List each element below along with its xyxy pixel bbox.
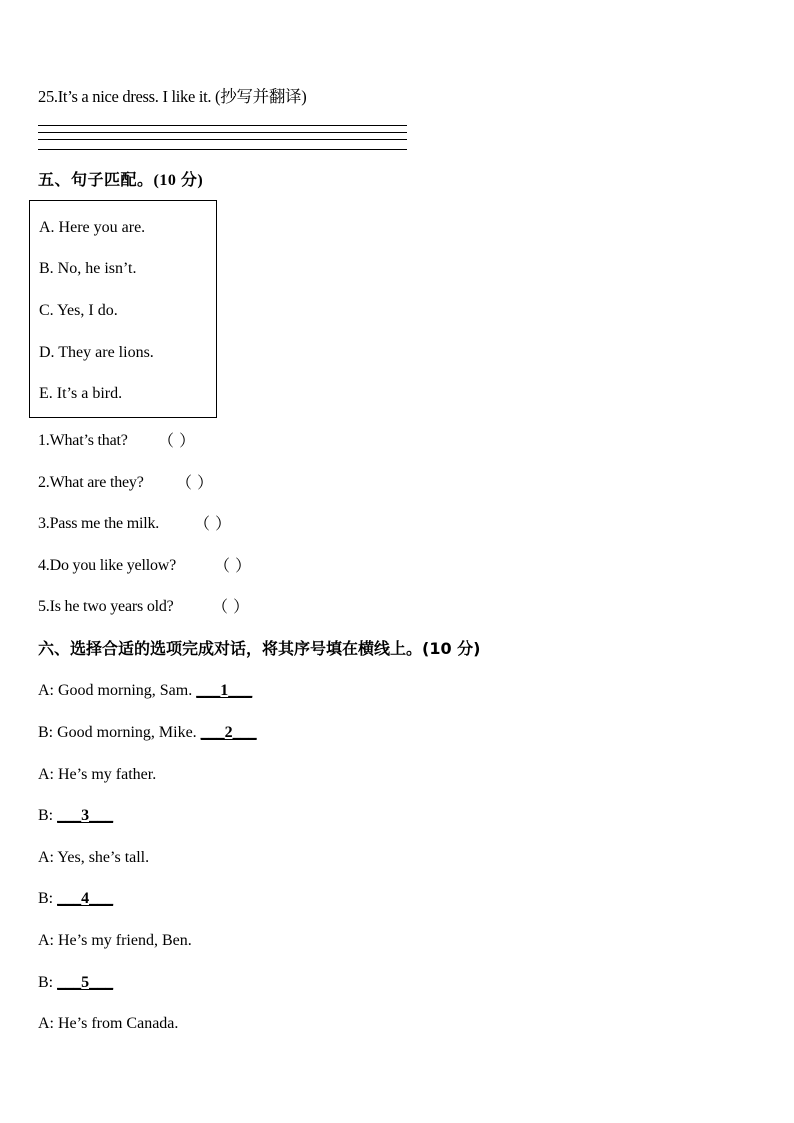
dialog-line: [38, 723, 257, 743]
dialog-line: [38, 889, 113, 909]
speaker: B:: [38, 890, 58, 907]
dialog-text: Good morning, Mike.: [57, 724, 201, 741]
fill-blank-4[interactable]: ___4___: [57, 890, 114, 907]
match-question-5: 5.Is he two years old?: [38, 598, 174, 615]
dialog-line: [38, 1014, 178, 1034]
writing-line: [38, 139, 407, 140]
dialog-line: [38, 681, 252, 701]
dialog-line: [38, 848, 149, 868]
answer-blank-2[interactable]: （ ）: [176, 473, 214, 492]
dialog-text: He’s my father.: [58, 766, 157, 783]
dialog-text: Yes, she’s tall.: [57, 849, 150, 866]
section5-points: (10 分): [153, 172, 204, 189]
answer-blank-4[interactable]: （ ）: [214, 556, 252, 575]
speaker: A:: [38, 849, 58, 866]
speaker: B:: [38, 807, 58, 824]
option-a: A. Here you are.: [39, 219, 146, 236]
option-d: D. They are lions.: [39, 344, 154, 361]
dialog-text: He’s my friend, Ben.: [58, 932, 192, 949]
question-25: 25.It’s a nice dress. I like it. (抄写并翻译): [38, 87, 307, 106]
option-b: B. No, he isn’t.: [39, 260, 137, 277]
section5-title-text: 五、句子匹配。: [38, 170, 154, 189]
match-question-2: 2.What are they?: [38, 474, 144, 491]
dialog-text: Good morning, Sam.: [58, 682, 197, 699]
speaker: A:: [38, 682, 58, 699]
answer-blank-3[interactable]: （ ）: [194, 514, 232, 533]
dialog-line: [38, 765, 156, 785]
dialog-line: [38, 806, 113, 826]
answer-blank-5[interactable]: （ ）: [212, 597, 250, 616]
option-c: C. Yes, I do.: [39, 302, 118, 319]
fill-blank-2[interactable]: ___2___: [200, 724, 257, 741]
speaker: B:: [38, 974, 58, 991]
fill-blank-3[interactable]: ___3___: [57, 807, 114, 824]
options-box: [29, 200, 217, 418]
match-question-3: 3.Pass me the milk.: [38, 515, 160, 532]
dialog-line: [38, 973, 113, 993]
fill-blank-1[interactable]: ___1___: [196, 682, 253, 699]
writing-line: [38, 132, 407, 133]
speaker: A:: [38, 1015, 58, 1032]
handwriting-lines[interactable]: [38, 125, 407, 151]
speaker: B:: [38, 724, 58, 741]
dialog-line: [38, 931, 192, 951]
section6-title: 六、选择合适的选项完成对话，将其序号填在横线上。(10 分): [38, 639, 481, 658]
match-question-4: 4.Do you like yellow?: [38, 557, 176, 574]
speaker: A:: [38, 766, 58, 783]
match-question-1: 1.What’s that?: [38, 432, 128, 449]
dialog-text: He’s from Canada.: [58, 1015, 179, 1032]
answer-blank-1[interactable]: （ ）: [158, 431, 196, 450]
fill-blank-5[interactable]: ___5___: [57, 974, 114, 991]
section5-title: [38, 170, 203, 191]
speaker: A:: [38, 932, 58, 949]
option-e: E. It’s a bird.: [39, 385, 123, 402]
writing-line: [38, 125, 407, 126]
writing-line: [38, 149, 407, 150]
